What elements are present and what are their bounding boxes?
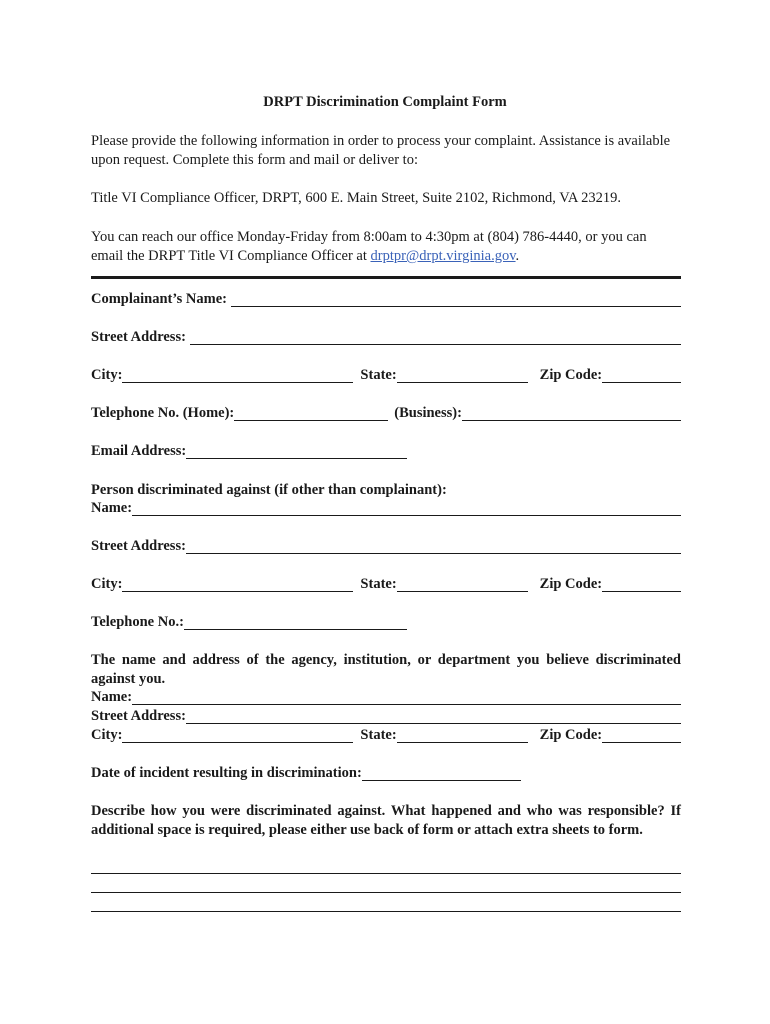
incident-date-label: Date of incident resulting in discrimination:: [91, 765, 362, 781]
tel-home-field[interactable]: [234, 405, 388, 421]
description-line[interactable]: [91, 911, 681, 912]
mailing-address: Title VI Compliance Officer, DRPT, 600 E. Main Street, Suite 2102, Richmond, VA 23219.: [91, 190, 621, 206]
email-label: Email Address:: [91, 443, 187, 459]
agency-zip-field[interactable]: [602, 727, 681, 743]
agency-zip-label: Zip Code:: [539, 727, 603, 743]
other-person-state-field[interactable]: [397, 576, 528, 592]
contact-paragraph: [91, 228, 681, 266]
agency-city-field[interactable]: [122, 727, 353, 743]
complainant-city-label: City:: [91, 367, 123, 383]
tel-business-field[interactable]: [462, 405, 681, 421]
complainant-name-field[interactable]: [231, 291, 681, 307]
complainant-zip-field[interactable]: [602, 367, 681, 383]
other-person-city-field[interactable]: [122, 576, 353, 592]
complainant-name-row: [91, 290, 681, 309]
other-person-name-field[interactable]: [132, 500, 681, 516]
agency-name-row: [91, 688, 681, 707]
other-person-name-label: Name:: [91, 500, 133, 516]
tel-business-label: (Business):: [394, 405, 462, 421]
other-person-street-row: [91, 537, 681, 556]
description-line[interactable]: [91, 873, 681, 874]
other-person-heading-row: [91, 481, 681, 500]
complainant-email-row: [91, 442, 407, 461]
incident-date-field[interactable]: [362, 765, 521, 781]
other-person-tel-label: Telephone No.:: [91, 614, 184, 630]
complainant-street-row: [91, 328, 681, 347]
complainant-zip-label: Zip Code:: [539, 367, 603, 383]
other-person-name-row: [91, 499, 681, 518]
agency-city-label: City:: [91, 727, 123, 743]
complainant-city-field[interactable]: [122, 367, 353, 383]
agency-state-field[interactable]: [397, 727, 528, 743]
other-person-zip-field[interactable]: [602, 576, 681, 592]
section-divider: [91, 276, 681, 279]
agency-street-label: Street Address:: [91, 708, 186, 724]
complainant-name-label: Complainant’s Name:: [91, 291, 228, 307]
other-person-heading: Person discriminated against (if other than complainant):: [91, 482, 447, 498]
incident-date-row: [91, 764, 521, 783]
other-person-tel-field[interactable]: [184, 614, 407, 630]
complainant-state-field[interactable]: [397, 367, 528, 383]
agency-state-label: State:: [360, 727, 397, 743]
other-person-street-label: Street Address:: [91, 538, 186, 554]
other-person-city-label: City:: [91, 576, 123, 592]
email-link[interactable]: drptpr@drpt.virginia.gov: [370, 248, 516, 264]
describe-heading: Describe how you were discriminated against. What happened and who was responsible? If additional space is required, please either use back of form or attach extra sheets to form.: [91, 803, 681, 838]
intro-paragraph: Please provide the following information in order to process your complaint. Assistance is available upon request. Complete this form and mail or deliver to:: [91, 133, 671, 168]
contact-text: You can reach our office Monday-Friday from 8:00am to 4:30pm at (804) 786-4440, or you can email the DRPT Title VI Compliance Officer at: [91, 229, 647, 264]
complainant-city-row: [91, 366, 681, 385]
form-title: DRPT Discrimination Complaint Form: [263, 94, 507, 110]
complainant-street-label: Street Address:: [91, 329, 186, 345]
other-person-city-row: [91, 575, 681, 594]
agency-heading: The name and address of the agency, institution, or department you believe discriminated against you.: [91, 652, 681, 687]
email-field[interactable]: [186, 443, 407, 459]
other-person-street-field[interactable]: [186, 538, 681, 554]
other-person-state-label: State:: [360, 576, 397, 592]
agency-street-field[interactable]: [186, 708, 681, 724]
agency-street-row: [91, 707, 681, 726]
complainant-street-field[interactable]: [190, 329, 681, 345]
description-line[interactable]: [91, 892, 681, 893]
other-person-zip-label: Zip Code:: [539, 576, 603, 592]
complainant-phone-row: [91, 404, 681, 423]
contact-suffix: .: [515, 248, 520, 264]
agency-city-row: [91, 726, 681, 745]
tel-home-label: Telephone No. (Home):: [91, 405, 235, 421]
agency-name-field[interactable]: [132, 689, 681, 705]
other-person-phone-row: [91, 613, 407, 632]
agency-name-label: Name:: [91, 689, 133, 705]
complainant-state-label: State:: [360, 367, 397, 383]
